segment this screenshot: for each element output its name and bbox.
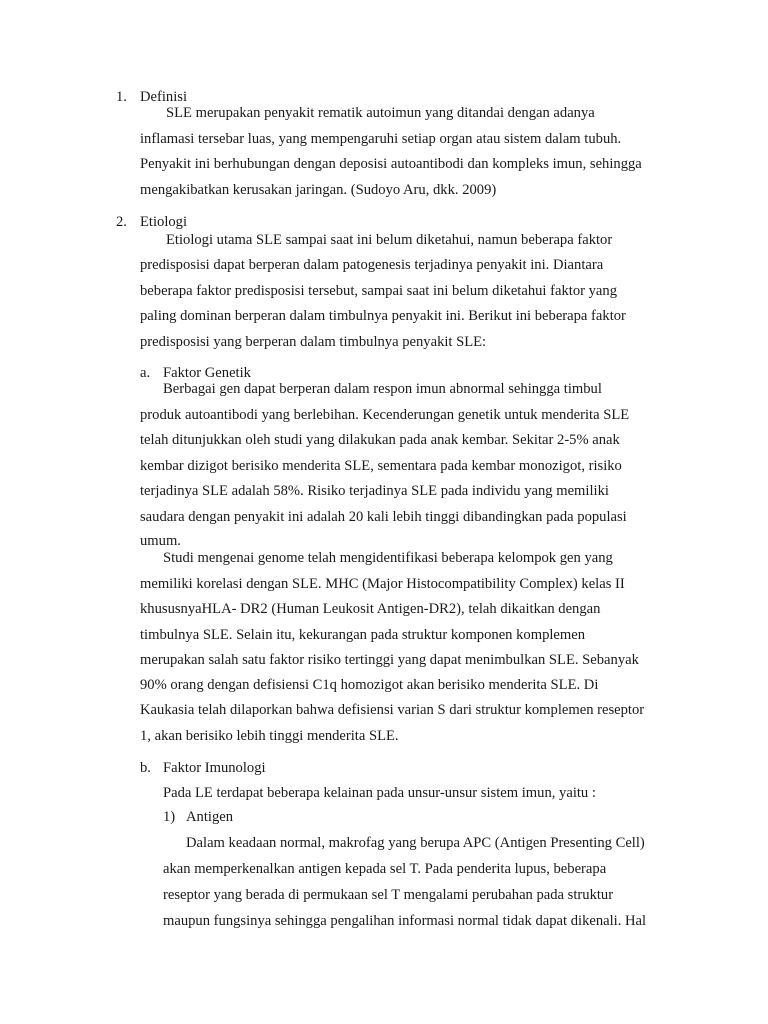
genetik-para1-line: Berbagai gen dapat berperan dalam respon imun abnormal sehingga timbul [163,381,602,397]
genetik-para1-line: telah ditunjukkan oleh studi yang dilakukan pada anak kembar. Sekitar 2-5% anak [140,432,620,448]
section-2-line: paling dominan berperan dalam timbulnya penyakit ini. Berikut ini beberapa faktor [140,308,626,324]
section-2-line: predisposisi yang berperan dalam timbulnya penyakit SLE: [140,334,487,350]
section-1-line: Penyakit ini berhubungan dengan deposisi autoantibodi dan kompleks imun, sehingga [140,156,642,172]
section-1-line: inflamasi tersebar luas, yang mempengaruhi setiap organ atau sistem dalam tubuh. [140,131,622,147]
section-1-line: SLE merupakan penyakit rematik autoimun yang ditandai dengan adanya [166,105,595,121]
genetik-para1-line: kembar dizigot berisiko menderita SLE, sementara pada kembar monozigot, risiko [140,458,622,474]
genetik-para1-line: produk autoantibodi yang berlebihan. Kecenderungan genetik untuk menderita SLE [140,407,630,423]
subsection-a-heading: Faktor Genetik [163,365,251,381]
imunologi-intro: Pada LE terdapat beberapa kelainan pada unsur-unsur sistem imun, yaitu : [163,785,596,801]
subsection-b-heading: Faktor Imunologi [163,760,266,776]
genetik-para2-line: timbulnya SLE. Selain itu, kekurangan pada struktur komponen komplemen [140,627,586,643]
genetik-para1-line: saudara dengan penyakit ini adalah 20 kali lebih tinggi dibandingkan pada populasi [140,509,627,525]
section-1-line: mengakibatkan kerusakan jaringan. (Sudoyo Aru, dkk. 2009) [140,182,497,198]
antigen-line: maupun fungsinya sehingga pengalihan informasi normal tidak dapat dikenali. Hal [163,913,647,929]
antigen-line: Dalam keadaan normal, makrofag yang berupa APC (Antigen Presenting Cell) [186,835,645,851]
genetik-para2-line: memiliki korelasi dengan SLE. MHC (Major Histocompatibility Complex) kelas II [140,576,625,592]
genetik-para2-line: khususnyaHLA- DR2 (Human Leukosit Antigen-DR2), telah dikaitkan dengan [140,601,601,617]
genetik-para1-line: umum. [140,533,181,549]
genetik-para2-line: 90% orang dengan defisiensi C1q homozigot akan berisiko menderita SLE. Di [140,677,599,693]
genetik-para2-line: Studi mengenai genome telah mengidentifikasi beberapa kelompok gen yang [163,550,613,566]
item-1-number: 1) [163,809,176,825]
genetik-para1-line: terjadinya SLE adalah 58%. Risiko terjadinya SLE pada individu yang memiliki [140,483,609,499]
antigen-line: reseptor yang berada di permukaan sel T mengalami perubahan pada struktur [163,887,614,903]
subsection-b-letter: b. [140,760,151,776]
section-2-number: 2. [116,214,127,230]
section-2-line: predisposisi dapat berperan dalam patogenesis terjadinya penyakit ini. Diantara [140,257,604,273]
section-2-heading: Etiologi [140,214,188,230]
section-1-number: 1. [116,89,127,105]
section-2-line: beberapa faktor predisposisi tersebut, sampai saat ini belum diketahui faktor yang [140,283,617,299]
antigen-line: akan memperkenalkan antigen kepada sel T. Pada penderita lupus, beberapa [163,861,607,877]
section-2-line: Etiologi utama SLE sampai saat ini belum diketahui, namun beberapa faktor [166,232,613,248]
subsection-a-letter: a. [140,365,151,381]
genetik-para2-line: 1, akan berisiko lebih tinggi menderita SLE. [140,728,399,744]
genetik-para2-line: merupakan salah satu faktor risiko tertinggi yang dapat menimbulkan SLE. Sebanyak [140,652,639,668]
genetik-para2-line: Kaukasia telah dilaporkan bahwa defisiensi varian S dari struktur komplemen reseptor [140,702,645,718]
section-1-heading: Definisi [140,89,188,105]
item-1-heading: Antigen [186,809,234,825]
